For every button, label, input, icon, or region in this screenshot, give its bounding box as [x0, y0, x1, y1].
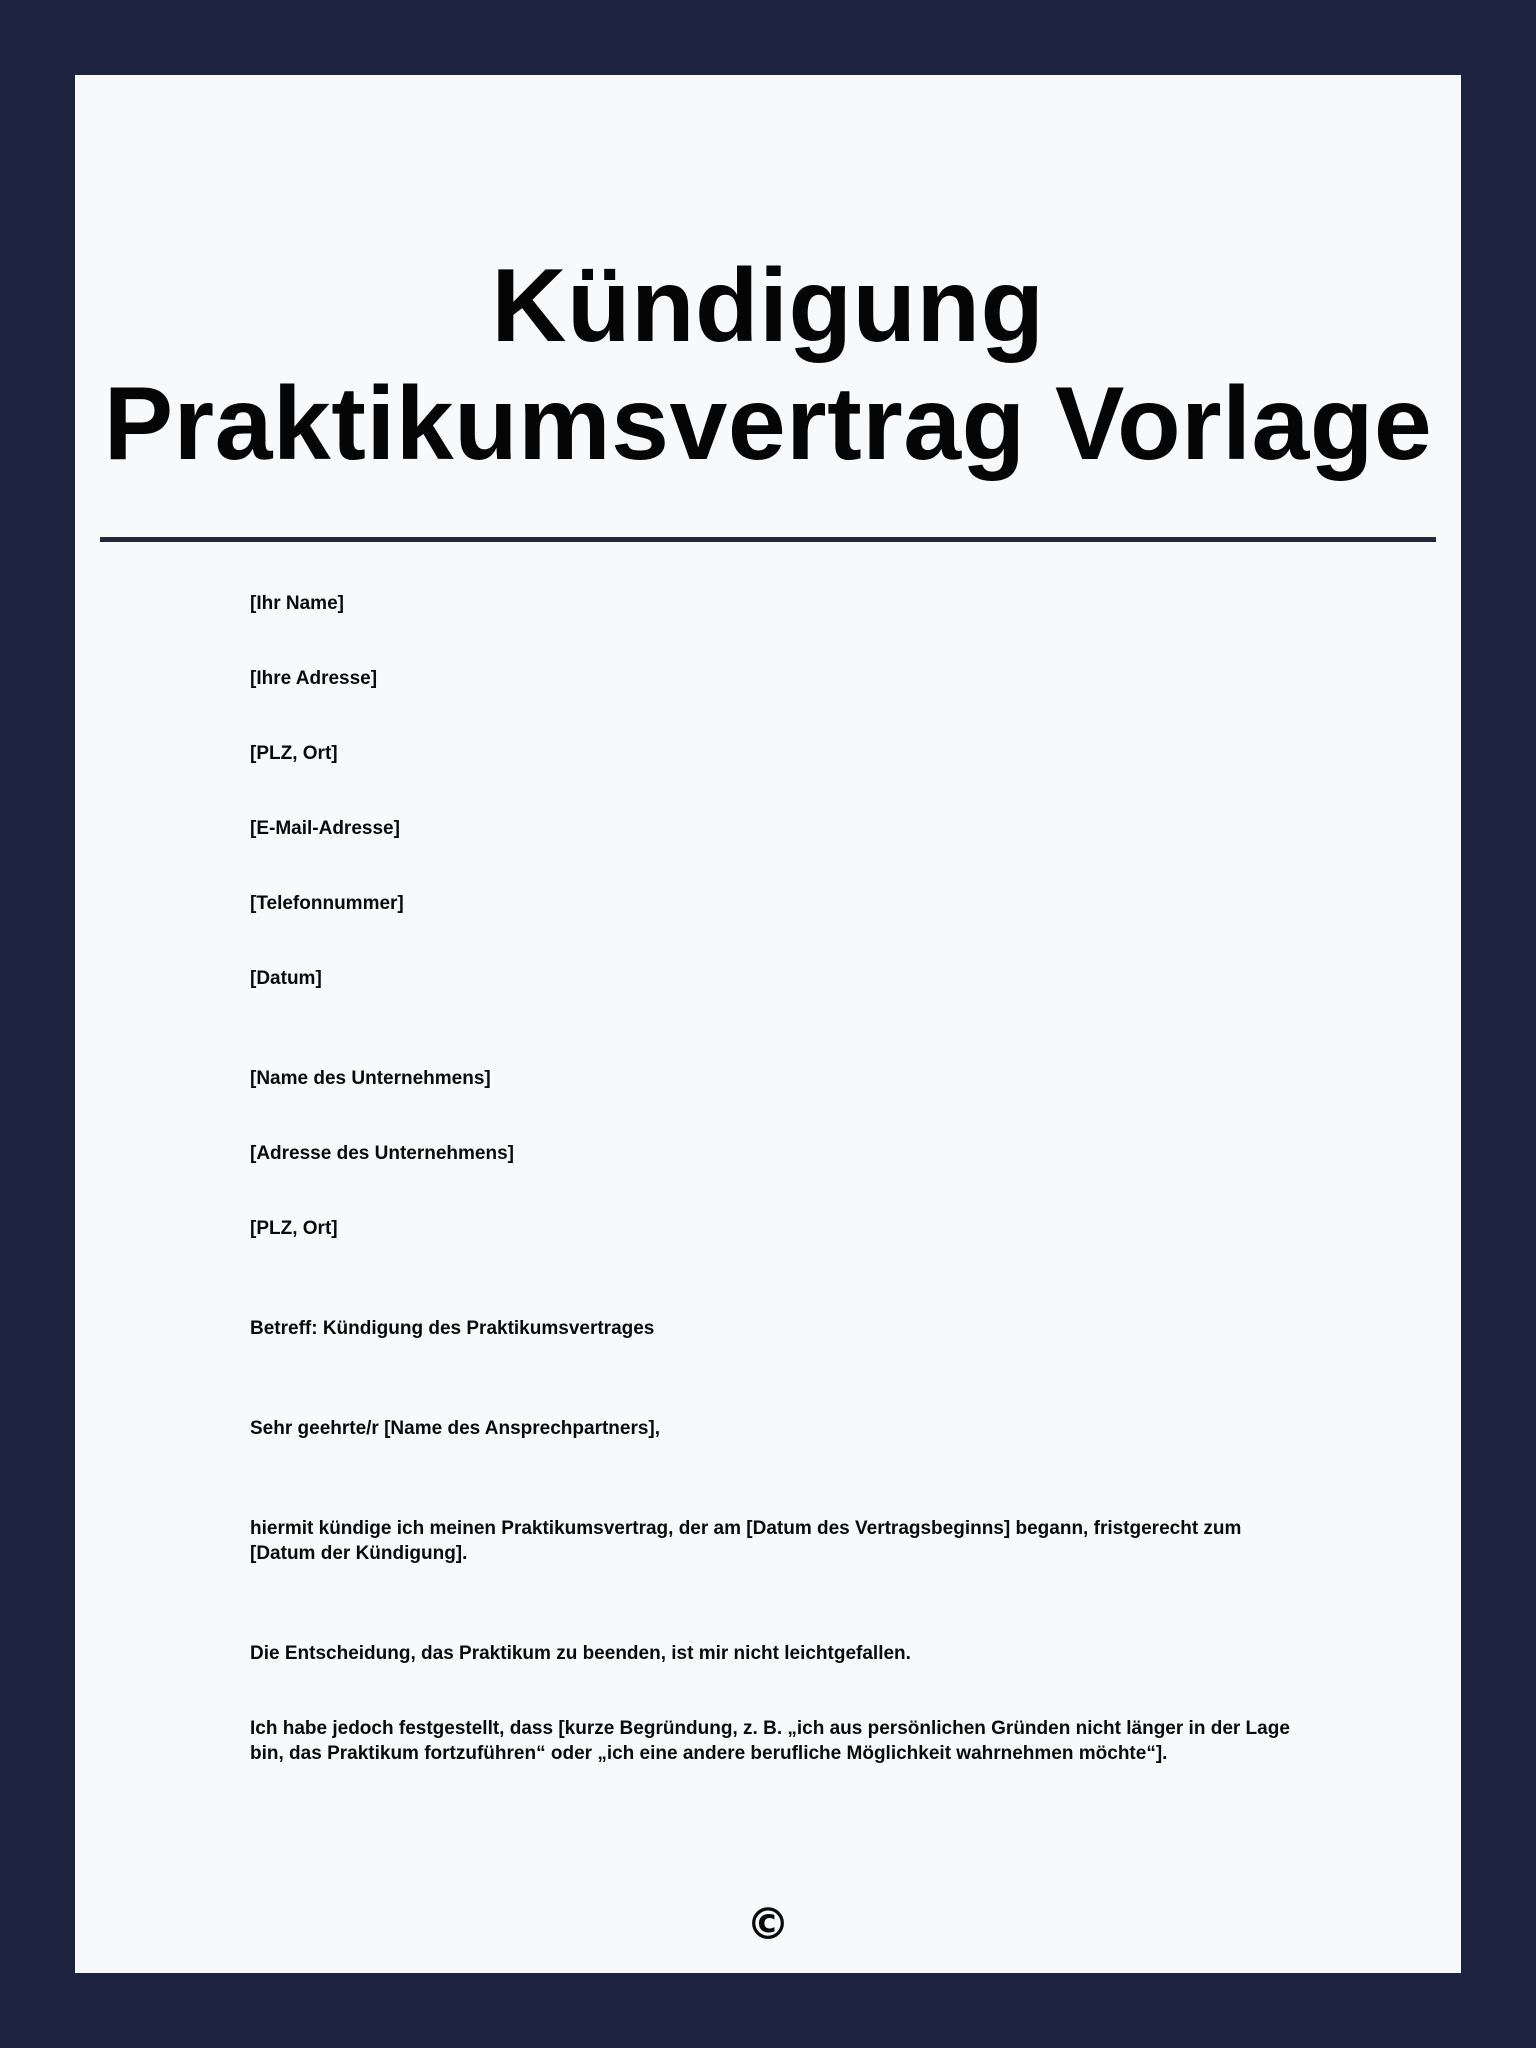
letter-date: [Datum] — [250, 968, 322, 989]
paragraph-3: Ich habe jedoch festgestellt, dass [kurze Begründung, z. B. „ich aus persönlichen Gründen nicht länger in der Lage bin, das Praktikum fortzuführen“ oder „ich eine andere berufliche Möglichkeit wahrnehmen möchte“]. — [250, 1718, 1290, 1764]
title-line-1: Kündigung — [491, 248, 1045, 364]
document-page — [75, 75, 1461, 1973]
title-line-2: Praktikumsvertrag Vorlage — [103, 366, 1433, 482]
sender-name: [Ihr Name] — [250, 593, 344, 614]
paragraph-2: Die Entscheidung, das Praktikum zu beenden, ist mir nicht leichtgefallen. — [250, 1643, 911, 1664]
title-divider — [100, 537, 1436, 542]
recipient-address: [Adresse des Unternehmens] — [250, 1143, 514, 1164]
sender-address: [Ihre Adresse] — [250, 668, 378, 689]
paragraph-1: hiermit kündige ich meinen Praktikumsvertrag, der am [Datum des Vertragsbeginns] begann, fristgerecht zum [Datum der Kündigung]. — [250, 1518, 1242, 1564]
sender-phone: [Telefonnummer] — [250, 893, 404, 914]
document-title — [75, 247, 1461, 483]
sender-email: [E-Mail-Adresse] — [250, 818, 400, 839]
recipient-company: [Name des Unternehmens] — [250, 1068, 491, 1089]
recipient-zip-city: [PLZ, Ort] — [250, 1218, 338, 1239]
sender-zip-city: [PLZ, Ort] — [250, 743, 338, 764]
letter-salutation: Sehr geehrte/r [Name des Ansprechpartners], — [250, 1418, 661, 1439]
copyright-icon: © — [746, 1899, 790, 1950]
letter-subject: Betreff: Kündigung des Praktikumsvertrages — [250, 1318, 655, 1339]
